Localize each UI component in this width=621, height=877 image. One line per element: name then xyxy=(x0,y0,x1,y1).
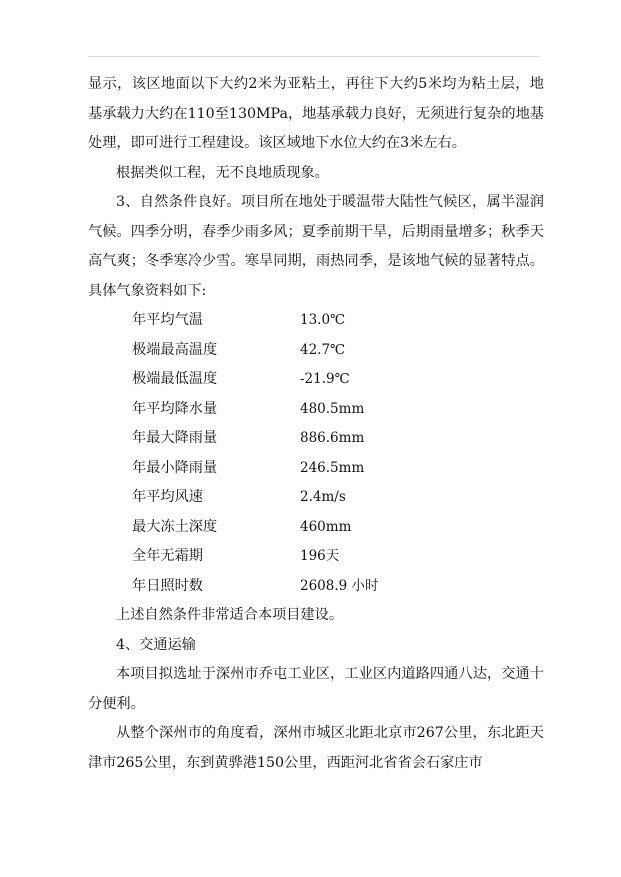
climate-row xyxy=(88,542,544,572)
paragraph-distances: 从整个深州市的角度看，深州市城区北距北京市267公里，东北距天津市265公里，东到黄骅港150公里，西距河北省省会石家庄市 xyxy=(88,725,544,771)
climate-value: 196天 xyxy=(300,548,340,564)
climate-label: 极端最高温度 xyxy=(132,341,218,358)
paragraph-soil: 显示，该区地面以下大约2米为亚粘土，再往下大约5米均为粘土层，地基承载力大约在110至130MPa，地基承载力良好，无须进行复杂的地基处理，即可进行工程建设。该区域地下水位大约在3米左右。 xyxy=(88,76,544,151)
document-body xyxy=(88,70,544,778)
climate-label: 最大冻土深度 xyxy=(132,518,218,535)
climate-row xyxy=(88,306,544,336)
climate-value: 2.4m/s xyxy=(300,489,346,505)
climate-row xyxy=(88,454,544,484)
climate-row xyxy=(88,483,544,513)
climate-label: 年最大降雨量 xyxy=(132,430,218,446)
climate-label: 年平均降水量 xyxy=(132,400,218,417)
paragraph-conclusion: 上述自然条件非常适合本项目建设。 xyxy=(116,607,344,623)
climate-label: 年最小降雨量 xyxy=(132,459,218,476)
climate-label: 极端最低温度 xyxy=(132,371,218,387)
climate-value: 480.5mm xyxy=(300,400,365,417)
climate-value: 42.7℃ xyxy=(300,341,346,358)
paragraph-climate-intro: 3、自然条件良好。项目所在地处于暖温带大陆性气候区，属半湿润气候。四季分明，春季少雨多风；夏季前期干旱，后期雨量增多；秋季天高气爽；冬季寒冷少雪。寒旱同期，雨热同季，是该地气候的显著特点。具体气象资料如下: xyxy=(88,194,544,299)
climate-value: -21.9℃ xyxy=(300,371,350,387)
paragraph-site-location: 本项目拟选址于深州市乔屯工业区，工业区内道路四通八达，交通十分便利。 xyxy=(88,666,544,712)
climate-value: 886.6mm xyxy=(300,430,365,446)
header-rule xyxy=(88,56,540,57)
climate-value: 460mm xyxy=(300,518,352,535)
climate-value: 13.0℃ xyxy=(300,312,346,328)
section-heading-transport: 4、交通运输 xyxy=(116,636,196,653)
climate-row xyxy=(88,572,544,602)
climate-label: 年日照时数 xyxy=(132,577,203,594)
climate-row xyxy=(88,513,544,543)
climate-value: 2608.9 小时 xyxy=(300,577,379,594)
climate-table xyxy=(88,306,544,601)
climate-row xyxy=(88,336,544,366)
climate-row xyxy=(88,424,544,454)
climate-label: 年平均气温 xyxy=(132,312,203,328)
climate-value: 246.5mm xyxy=(300,459,365,476)
climate-row xyxy=(88,395,544,425)
climate-label: 年平均风速 xyxy=(132,489,203,505)
climate-label: 全年无霜期 xyxy=(132,548,203,564)
climate-row xyxy=(88,365,544,395)
paragraph-geology: 根据类似工程，无不良地质现象。 xyxy=(116,164,329,181)
